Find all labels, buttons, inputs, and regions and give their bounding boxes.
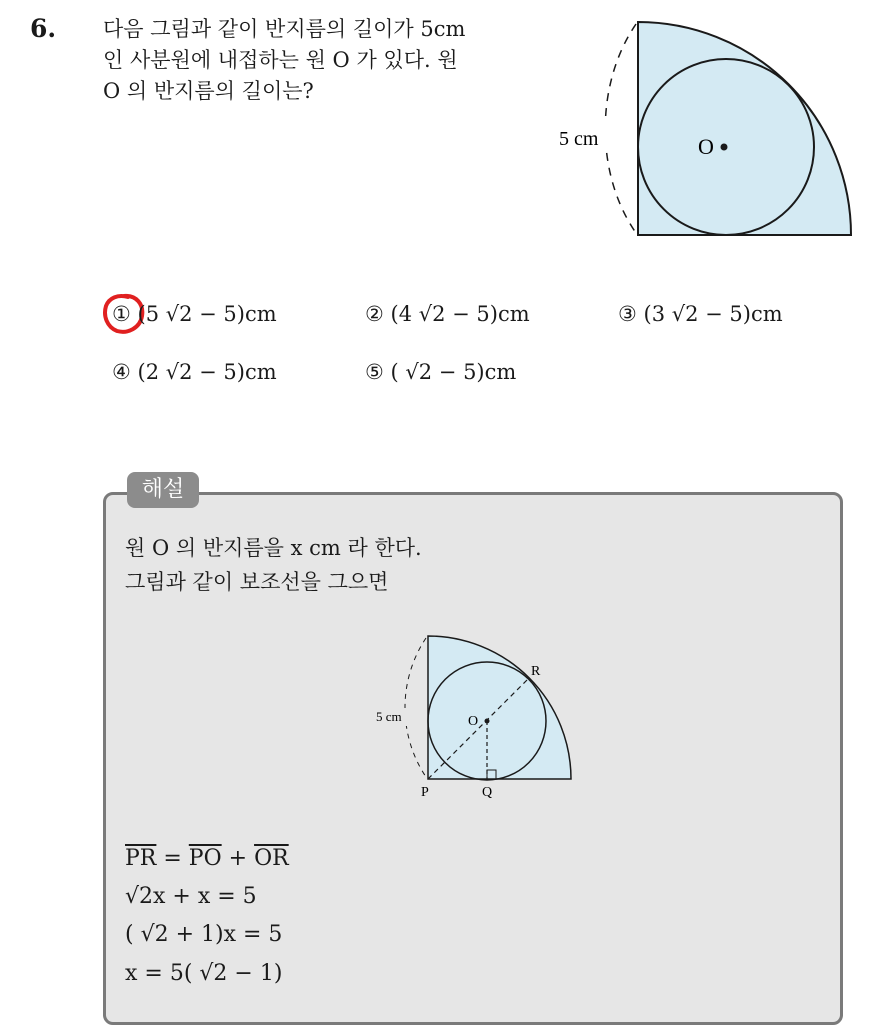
choice-number: ②	[365, 302, 384, 326]
quarter-circle-sector	[638, 22, 851, 235]
solution-tab: 해설	[127, 472, 199, 508]
choice-number: ⑤	[365, 360, 384, 384]
solution-radius-label: 5 cm	[376, 709, 402, 724]
solution-line: 그림과 같이 보조선을 그으면	[125, 570, 389, 594]
choice-text: (5 √2 − 5)cm	[137, 302, 277, 326]
center-label: O	[698, 134, 714, 159]
equation-4: x = 5( √2 − 1)	[125, 961, 283, 986]
center-point	[721, 144, 728, 151]
choice-1[interactable]	[112, 302, 277, 326]
segment-PR: $\overline{PR}$	[125, 846, 157, 871]
choice-2[interactable]	[365, 302, 530, 326]
label-Q: Q	[482, 785, 493, 800]
equation-3: ( √2 + 1)x = 5	[125, 922, 283, 947]
choice-3[interactable]	[618, 302, 783, 326]
solution-radius-arc	[405, 638, 426, 777]
label-O: O	[468, 714, 479, 729]
radius-label: 5 cm	[559, 128, 599, 150]
choice-number: ③	[618, 302, 637, 326]
solution-line: 원 O 의 반지름을 x cm 라 한다.	[125, 536, 422, 560]
label-R: R	[531, 664, 541, 679]
solution-center-point	[485, 719, 490, 724]
choice-text: ( √2 − 5)cm	[390, 360, 517, 384]
choice-number: ④	[112, 360, 131, 384]
segment-PO: $\overline{PO}$	[188, 846, 222, 871]
choice-number: ①	[112, 302, 131, 326]
question-line: 인 사분원에 내접하는 원 O 가 있다. 원	[103, 48, 458, 72]
question-number: 6.	[30, 14, 57, 43]
question-line: O 의 반지름의 길이는?	[103, 79, 314, 103]
choice-text: (3 √2 − 5)cm	[643, 302, 783, 326]
question-line: 다음 그림과 같이 반지름의 길이가 5cm	[103, 17, 466, 41]
equation-1: $\overline{PR} = \overline{PO} + \overline{OR}$	[125, 846, 289, 871]
choice-5[interactable]	[365, 360, 516, 384]
choice-text: (4 √2 − 5)cm	[390, 302, 530, 326]
quarter-circle-figure	[559, 14, 860, 244]
question-text	[103, 14, 543, 107]
choice-text: (2 √2 − 5)cm	[137, 360, 277, 384]
equation-2: √2x + x = 5	[125, 884, 257, 909]
segment-OR: $\overline{OR}$	[254, 846, 289, 871]
solution-figure	[360, 630, 590, 805]
label-P: P	[421, 785, 429, 800]
choice-4[interactable]	[112, 360, 277, 384]
